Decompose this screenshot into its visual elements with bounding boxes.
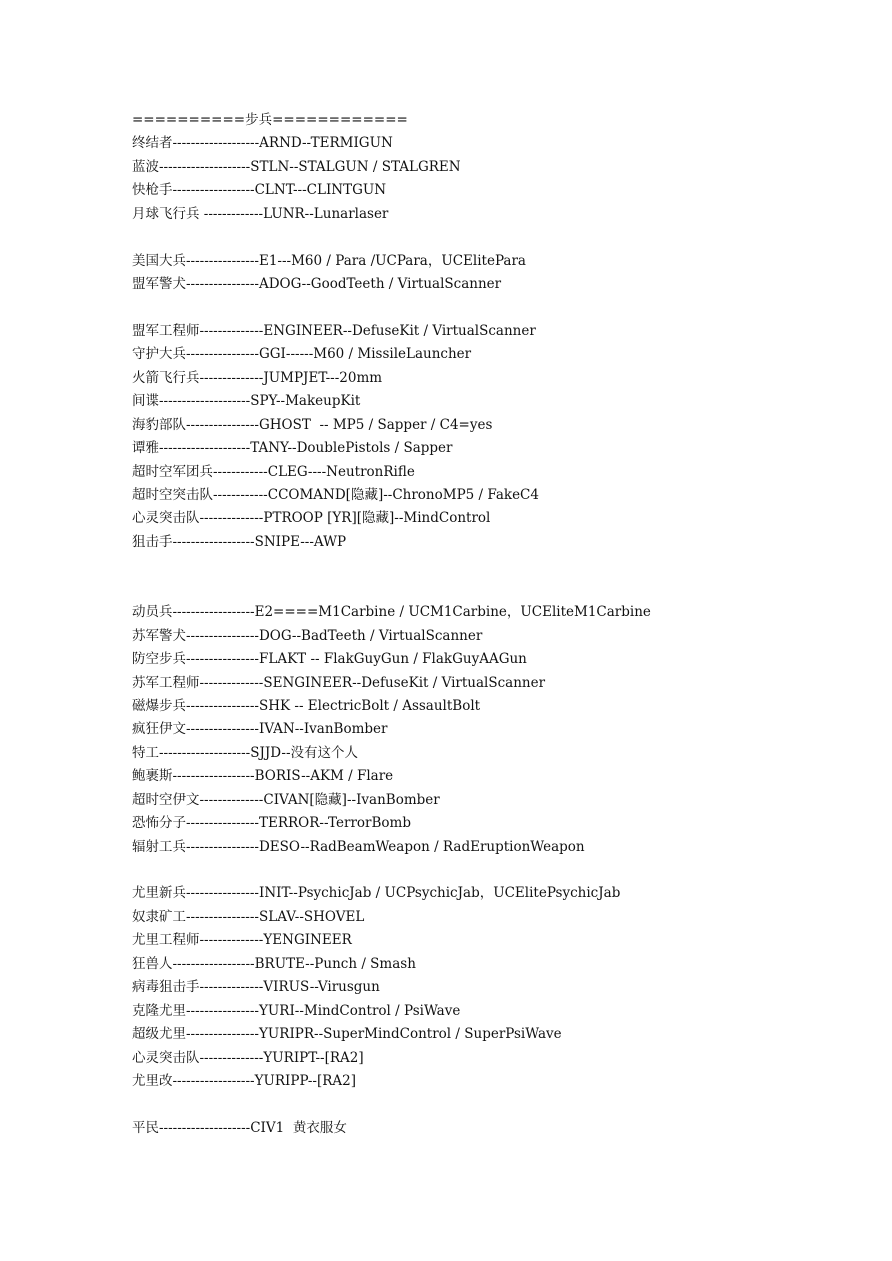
unit-entry-line: 防空步兵----------------FLAKT -- FlakGuyGun / FlakGuyAAGun <box>132 651 527 668</box>
unit-entry-line: 恐怖分子----------------TERROR--TerrorBomb <box>132 815 411 832</box>
blank-line <box>132 578 872 601</box>
blank-line <box>132 554 872 577</box>
blank-line <box>132 1093 872 1116</box>
unit-entry-line: 苏军工程师--------------SENGINEER--DefuseKit / VirtualScanner <box>132 674 546 691</box>
unit-entry-line: 奴隶矿工----------------SLAV--SHOVEL <box>132 908 365 925</box>
unit-entry-line: 蓝波--------------------STLN--STALGUN / STALGREN <box>132 158 461 175</box>
unit-entry-line: 超时空伊文--------------CIVAN[隐藏]--IvanBomber <box>132 791 440 808</box>
unit-entry-line: 间谍--------------------SPY--MakeupKit <box>132 393 361 410</box>
section-heading-infantry: ==========步兵============ <box>132 112 408 128</box>
unit-entry-line: 疯狂伊文----------------IVAN--IvanBomber <box>132 721 388 738</box>
unit-entry-line: 苏军警犬----------------DOG--BadTeeth / VirtualScanner <box>132 627 483 644</box>
unit-entry-line: 磁爆步兵----------------SHK -- ElectricBolt / AssaultBolt <box>132 697 481 714</box>
unit-entry-line: 快枪手------------------CLNT---CLINTGUN <box>132 182 387 199</box>
unit-entry-line: 动员兵------------------E2====M1Carbine / UCM1Carbine，UCEliteM1Carbine <box>132 604 651 621</box>
unit-entry-line: 尤里新兵----------------INIT--PsychicJab / UCPsychicJab，UCElitePsychicJab <box>132 885 621 902</box>
unit-entry-line: 盟军工程师--------------ENGINEER--DefuseKit / VirtualScanner <box>132 322 536 339</box>
unit-entry-line: 鲍裹斯------------------BORIS--AKM / Flare <box>132 768 394 785</box>
unit-entry-line: 谭雅--------------------TANY--DoublePistols / Sapper <box>132 440 453 457</box>
unit-entry-line: 月球飞行兵 -------------LUNR--Lunarlaser <box>132 205 389 222</box>
unit-entry-line: 尤里改------------------YURIPP--[RA2] <box>132 1072 356 1089</box>
unit-entry-line: 超级尤里----------------YURIPR--SuperMindControl / SuperPsiWave <box>132 1026 562 1043</box>
unit-entry-line: 海豹部队----------------GHOST -- MP5 / Sapper / C4=yes <box>132 416 493 433</box>
unit-entry-line: 盟军警犬----------------ADOG--GoodTeeth / VirtualScanner <box>132 276 502 293</box>
blank-line <box>132 226 872 249</box>
unit-entry-line: 特工--------------------SJJD--没有这个人 <box>132 744 358 761</box>
blank-line <box>132 859 872 882</box>
unit-entry-line: 辐射工兵----------------DESO--RadBeamWeapon / RadEruptionWeapon <box>132 838 585 855</box>
unit-entry-line: 克隆尤里----------------YURI--MindControl / PsiWave <box>132 1002 461 1019</box>
unit-entry-line: 心灵突击队--------------YURIPT--[RA2] <box>132 1049 364 1066</box>
unit-entry-line: 终结者-------------------ARND--TERMIGUN <box>132 135 393 152</box>
unit-entry-line: 美国大兵----------------E1---M60 / Para /UCPara，UCElitePara <box>132 252 526 269</box>
unit-entry-line: 守护大兵----------------GGI------M60 / MissileLauncher <box>132 346 472 363</box>
document-text-body <box>132 109 872 1140</box>
unit-entry-line: 超时空突击队------------CCOMAND[隐藏]--ChronoMP5 / FakeC4 <box>132 487 539 503</box>
unit-entry-line: 火箭飞行兵--------------JUMPJET---20mm <box>132 369 383 386</box>
unit-entry-line: 病毒狙击手--------------VIRUS--Virusgun <box>132 979 380 996</box>
unit-entry-line: 心灵突击队--------------PTROOP [YR][隐藏]--MindControl <box>132 510 491 527</box>
unit-entry-line: 超时空军团兵------------CLEG----NeutronRifle <box>132 463 415 480</box>
blank-line <box>132 297 872 320</box>
unit-entry-line: 尤里工程师--------------YENGINEER <box>132 932 352 949</box>
unit-entry-line: 狂兽人------------------BRUTE--Punch / Smash <box>132 955 416 972</box>
unit-entry-line: 平民--------------------CIV1 黄衣服女 <box>132 1119 347 1136</box>
unit-entry-line: 狙击手------------------SNIPE---AWP <box>132 533 347 550</box>
